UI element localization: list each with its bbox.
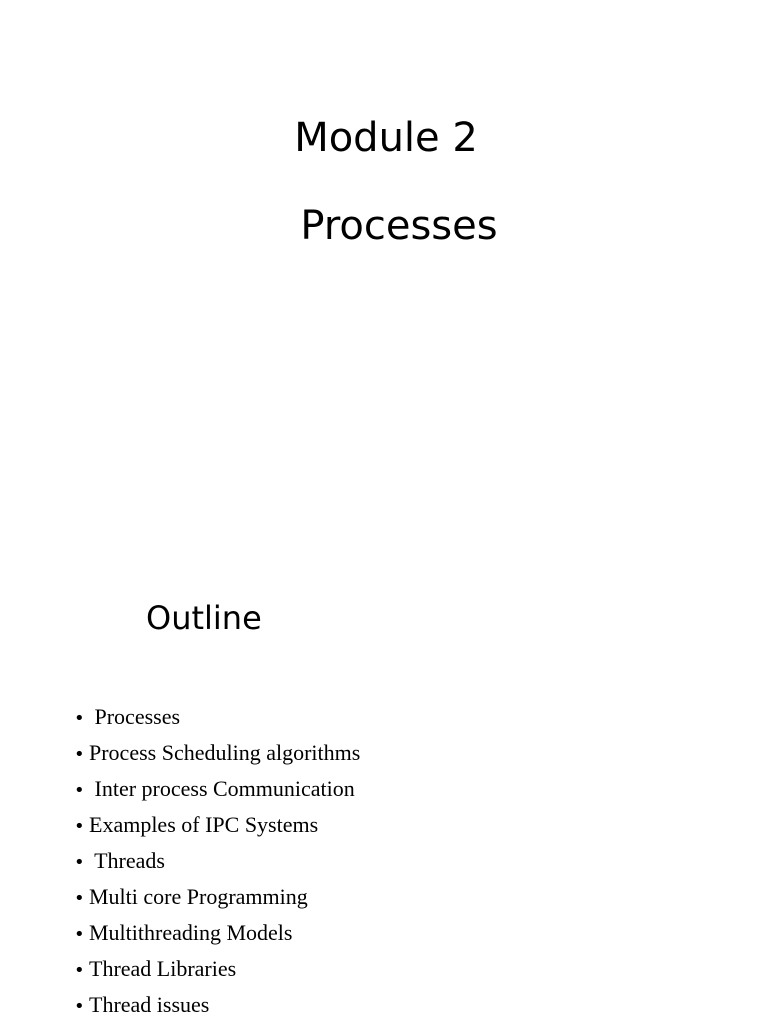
- list-item: [74, 772, 360, 808]
- list-item-text: Process Scheduling algorithms: [89, 740, 361, 765]
- list-item-text: Multi core Programming: [89, 884, 308, 909]
- list-item-text: Thread issues: [89, 992, 210, 1017]
- bullet-icon: •: [74, 924, 85, 945]
- bullet-icon: •: [74, 780, 85, 801]
- list-item: [74, 700, 360, 736]
- list-item: [74, 880, 360, 916]
- list-item: [74, 844, 360, 880]
- bullet-icon: •: [74, 816, 85, 837]
- bullet-icon: •: [74, 888, 85, 909]
- list-item: [74, 736, 360, 772]
- list-item-text: Multithreading Models: [89, 920, 293, 945]
- list-item: [74, 916, 360, 952]
- list-item-text: Processes: [89, 704, 181, 729]
- list-item-text: Examples of IPC Systems: [89, 812, 319, 837]
- bullet-icon: •: [74, 960, 85, 981]
- bullet-icon: •: [74, 744, 85, 765]
- bullet-icon: •: [74, 852, 85, 873]
- list-item: [74, 808, 360, 844]
- slide-subtitle: Processes: [300, 203, 498, 249]
- module-title: Module 2: [294, 115, 478, 161]
- list-item: [74, 952, 360, 988]
- list-item: [74, 988, 360, 1024]
- outline-heading: Outline: [146, 599, 262, 637]
- list-item-text: Inter process Communication: [89, 776, 355, 801]
- bullet-icon: •: [74, 708, 85, 729]
- list-item-text: Thread Libraries: [89, 956, 237, 981]
- list-item-text: Threads: [89, 848, 165, 873]
- bullet-icon: •: [74, 996, 85, 1017]
- outline-list: [74, 700, 360, 1024]
